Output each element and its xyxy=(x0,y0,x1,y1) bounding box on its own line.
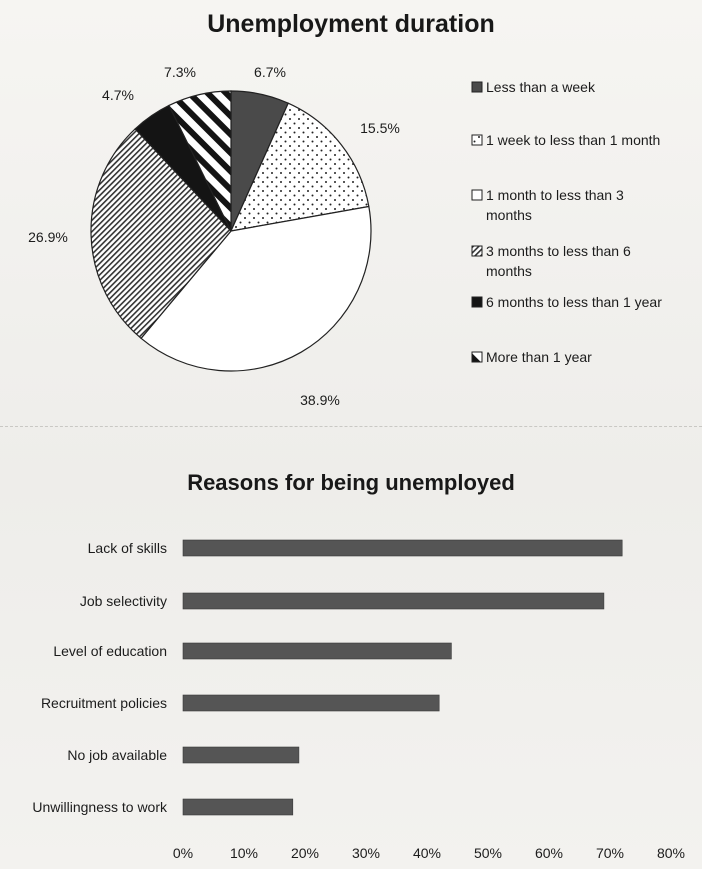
bar-lack-of-skills xyxy=(183,540,622,556)
legend-entry: More than 1 year xyxy=(486,349,592,365)
bar-chart-title: Reasons for being unemployed xyxy=(187,470,515,495)
bar-no-job-available xyxy=(183,747,299,763)
bar-level-of-education xyxy=(183,643,451,659)
x-tick-label: 30% xyxy=(351,845,381,861)
bar-unwillingness-to-work xyxy=(183,799,293,815)
x-tick-label: 20% xyxy=(290,845,320,861)
pie-slice-label: 38.9% xyxy=(300,392,340,408)
pie-slice-label: 15.5% xyxy=(360,120,400,136)
x-tick-label: 40% xyxy=(412,845,442,861)
category-label: Lack of skills xyxy=(87,540,167,556)
legend-entry: 1 week to less than 1 month xyxy=(486,132,661,148)
x-tick-label: 50% xyxy=(473,845,503,861)
x-tick-label: 60% xyxy=(534,845,564,861)
pie-chart-title: Unemployment duration xyxy=(207,10,495,38)
x-tick-label: 0% xyxy=(172,845,194,861)
legend-entry: 6 months to less than 1 year xyxy=(486,294,662,310)
category-label: Job selectivity xyxy=(79,593,167,609)
pie-slice-label: 4.7% xyxy=(102,87,134,103)
legend-entry: Less than a week xyxy=(486,79,595,95)
bar-recruitment-policies xyxy=(183,695,439,711)
x-tick-label: 70% xyxy=(595,845,625,861)
legend-entry: 3 months to less than 6 months xyxy=(486,243,631,279)
category-label: No job available xyxy=(67,747,167,763)
x-tick-label: 10% xyxy=(229,845,259,861)
category-label: Recruitment policies xyxy=(40,695,167,711)
pie-slice-label: 26.9% xyxy=(28,229,68,245)
bar-job-selectivity xyxy=(183,593,604,609)
category-label: Level of education xyxy=(53,643,167,659)
category-label: Unwillingness to work xyxy=(32,799,167,815)
x-tick-label: 80% xyxy=(656,845,686,861)
pie-slice-label: 6.7% xyxy=(254,64,286,80)
pie-slice-label: 7.3% xyxy=(164,64,196,80)
legend-entry: 1 month to less than 3 months xyxy=(486,187,624,223)
